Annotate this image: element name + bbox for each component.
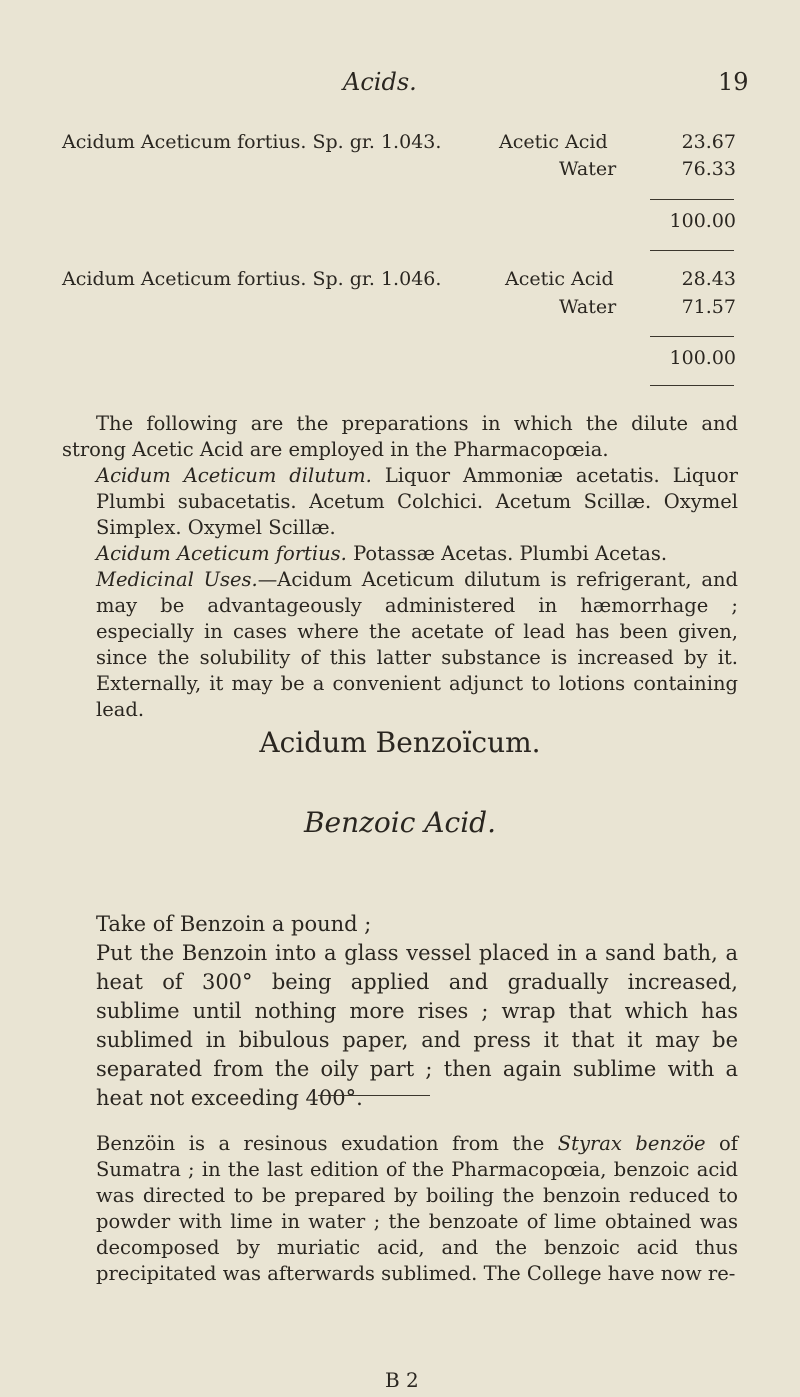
signature-mark: B 2 <box>385 1368 419 1392</box>
commentary-text-end: of Sumatra ; in the last edition of the Pharmacopœia, benzoic acid was directed to be prepared by boiling the benzoin reduced to powder with lime in water ; the benzoate of lime obtained was decomposed by muriatic acid, and the benzoic acid thus precipitated was afterwards sublimed. The College have now re- <box>96 1132 738 1285</box>
sum-rule <box>650 336 734 337</box>
preparations-intro: The following are the preparations in which the dilute and strong Acetic Acid are employed in the Pharmacopœia. <box>62 412 738 461</box>
dilute-heading: Acidum Aceticum dilutum. <box>96 464 372 487</box>
composition-2-value-2: 71.57 <box>681 296 736 318</box>
composition-1-total: 100.00 <box>669 210 736 232</box>
composition-2-name: Acidum Aceticum fortius. Sp. gr. 1.046. <box>62 268 442 290</box>
section-subtitle: Benzoic Acid. <box>303 806 496 839</box>
recipe-method: Put the Benzoin into a glass vessel placed in a sand bath, a heat of 300° being applied and gradually increased, sublime until nothing more rises ; wrap that which has sublimed in bibulous paper, and press it that it may be separated from the oily part ; then again sublime with a heat not exceeding 400°. <box>96 941 738 1110</box>
composition-1-ingredient-1: Acetic Acid <box>499 131 608 153</box>
composition-2-ingredient-2: Water <box>559 296 617 318</box>
commentary-paragraph <box>62 1131 738 1287</box>
uses-heading: Medicinal Uses. <box>96 568 258 591</box>
total-rule <box>650 385 734 386</box>
section-divider <box>318 1095 430 1096</box>
commentary-text-start: Benzöin is a resinous exudation from the <box>96 1132 545 1155</box>
composition-2-value-1: 28.43 <box>681 268 736 290</box>
page-number: 19 <box>718 68 749 96</box>
running-header-title: Acids. <box>343 68 417 96</box>
commentary-species-name: Styrax benzöe <box>557 1132 706 1155</box>
recipe-take: Take of Benzoin a pound ; <box>96 912 372 936</box>
composition-1-ingredient-2: Water <box>559 158 617 180</box>
preparations-paragraph <box>62 411 738 723</box>
total-rule <box>650 250 734 251</box>
dilute-preparations-list: Liquor Ammoniæ acetatis. Liquor Plumbi subacetatis. Acetum Colchici. Acetum Scillæ. Oxymel Simplex. Oxymel Scillæ. <box>96 464 738 539</box>
composition-1-value-1: 23.67 <box>681 131 736 153</box>
composition-2-ingredient-1: Acetic Acid <box>505 268 614 290</box>
sum-rule <box>650 199 734 200</box>
composition-1-name: Acidum Aceticum fortius. Sp. gr. 1.043. <box>62 131 442 153</box>
uses-text: —Acidum Aceticum dilutum is refrigerant, and may be advantageously administered in hæmorrhage ; especially in cases where the acetate of lead has been given, since the solubility of this latter substance is increased by it. Externally, it may be a convenient adjunct to lotions containing lead. <box>96 568 738 721</box>
composition-1-value-2: 76.33 <box>681 158 736 180</box>
composition-2-total: 100.00 <box>669 347 736 369</box>
recipe-paragraph <box>62 910 738 1113</box>
fortius-heading: Acidum Aceticum fortius. <box>96 542 347 565</box>
fortius-preparations-list: Potassæ Acetas. Plumbi Acetas. <box>353 542 668 565</box>
section-title: Acidum Benzoïcum. <box>259 726 541 759</box>
